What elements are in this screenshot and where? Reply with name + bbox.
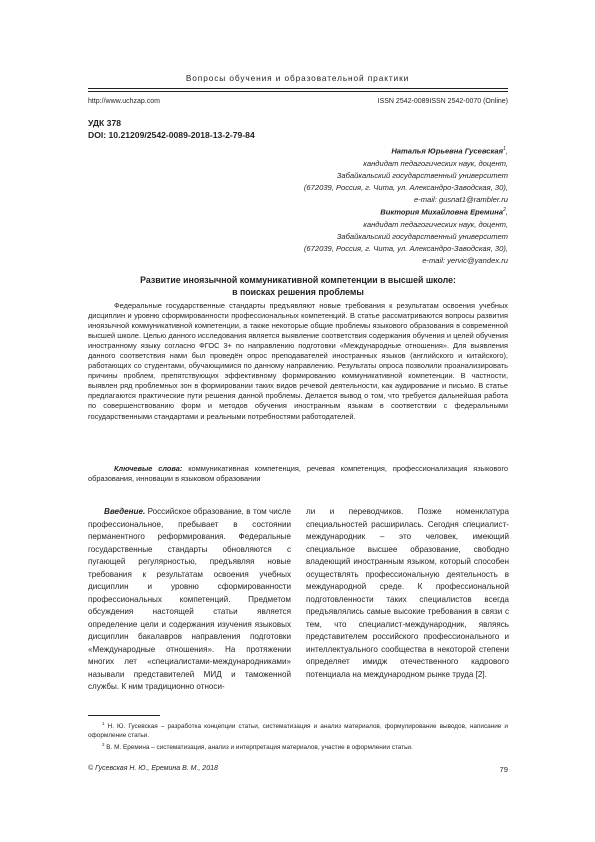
footnote-rule <box>88 715 160 716</box>
keywords <box>88 464 508 484</box>
author-mark: 1 <box>503 146 506 152</box>
author-address: (672039, Россия, г. Чита, ул. Александро-Заводская, 30), <box>303 243 508 253</box>
author-position: кандидат педагогических наук, доцент, <box>363 158 508 168</box>
author-email[interactable]: e-mail: yervic@yandex.ru <box>422 255 508 265</box>
author-block-1: Наталья Юрьевна Гусевская$^1$, кандидат педагогических наук, доцент, Забайкальский государственный университет (672039, Россия, г. Чита, ул. Александро-Заводская, 30), e-mail: gusnat1@rambler.ru <box>304 143 508 206</box>
keywords-label: Ключевые слова: <box>114 464 183 473</box>
header-rule-thick <box>88 88 508 89</box>
author-name: Виктория Михайловна Еремина <box>380 207 504 217</box>
udk: УДК 378 <box>88 118 122 128</box>
footnote-text: Н. Ю. Гусевская – разработка концепции статьи, систематизация и анализ материалов, формулирование выводов, написание и оформление статьи. <box>88 723 508 740</box>
keywords-text: коммуникативная компетенция, речевая компетенция, профессионализация языкового образования, инновации в языковом образовании <box>88 464 508 484</box>
journal-title: Вопросы обучения и образовательной практики <box>185 73 410 83</box>
udk-doi-block <box>88 117 255 141</box>
body-text-left: Российское образование, в том числе профессиональное, пребывает в состоянии перманентного реформирования. Федеральные государственные стандарты обновляются с пугающей регулярностью, предъявляя новые требования к результатам освоения учебных дисциплин и уровню сформированности профессиональных компетенций. Предметом обсуждения настоящей статьи является определение цели и содержания изучения языковых дисциплин бакалавров направления подготовки «Международные отношения». На протяжении многих лет «специалистами-международниками» называли представителей МИД и таможенной службы. К ним традиционно относи- <box>88 507 291 691</box>
issn: ISSN 2542-0089ISSN 2542-0070 (Online) <box>377 98 508 105</box>
author-position: кандидат педагогических наук, доцент, <box>363 219 508 229</box>
footnote-mark: 2 <box>102 742 105 747</box>
journal-url[interactable]: http://www.uchzap.com <box>88 98 160 105</box>
author-affiliation: Забайкальский государственный университет <box>336 231 508 241</box>
article-title <box>88 275 508 298</box>
copyright: © Гусевская Н. Ю., Еремина В. М., 2018 <box>88 765 218 772</box>
author-email[interactable]: e-mail: gusnat1@rambler.ru <box>414 194 508 204</box>
author-address: (672039, Россия, г. Чита, ул. Александро-Заводская, 30), <box>303 182 508 192</box>
header-rule-thin <box>88 91 508 92</box>
abstract: Федеральные государственные стандарты предъявляют новые требования к результатам освоения учебных дисциплин и уровню сформированности профессиональных компетенций. В статье рассматриваются вопросы развития иноязычной коммуникативной компетенции, а также некоторые общие проблемы языкового образования в современной высшей школе. Целью данного исследования является выявление соответствия содержания обучения и целей обучения иностранному языку согласно ФГОС 3+ по направлению подготовки «Международные отношения». Для выявления данного соответствия нами был проведён опрос преподавателей иностранных языков (английского и китайского), работающих со студентами, обучающимися по данному направлению. Результаты опроса позволили проанализировать причины проблем, препятствующих эффективному формированию коммуникативной компетенции. В частности, выявлен ряд проблемных зон в формировании таких видов речевой деятельности, как аудирование и письмо. В статье предлагаются практические пути решения данной проблемы. Делается вывод о том, что требуется дальнейшая работа по совершенствованию форм и методов обучения иностранным языкам в соответствии с федеральными государственными стандартами и реальными потребностями работодателей. <box>88 301 508 421</box>
author-name: Наталья Юрьевна Гусевская <box>391 146 504 156</box>
footnote-1 <box>88 720 508 741</box>
body-column-right: ли и переводчиков. Позже номенклатура специальностей расширилась. Сегодня специалист-международник – это человек, имеющий специальное высшее образование, свободно владеющий иностранным языком, который способен осуществлять профессиональную деятельность в международной среде. К профессиональной подготовленности таких специалистов всегда предъявлялись самые высокие требования в связи с тем, что специалист-международник, являясь представителем российского профессионального и интеллектуального сообщества в некоторой степени определяет имидж отечественного кадрового потенциала на международном рынке труда [2]. <box>306 507 509 679</box>
footnote-mark: 1 <box>102 721 105 726</box>
article-title-line-2: в поисках решения проблемы <box>232 286 364 297</box>
author-mark: 2 <box>503 207 506 213</box>
introduction-heading: Введение. <box>104 507 146 516</box>
body-column-left <box>88 506 291 694</box>
article-title-line-1: Развитие иноязычной коммуникативной компетенции в высшей школе: <box>140 275 456 285</box>
page-number: 79 <box>499 765 508 774</box>
footnote-2 <box>88 741 508 753</box>
author-affiliation: Забайкальский государственный университет <box>336 170 508 180</box>
footnote-text: В. М. Еремина – систематизация, анализ и интерпретация материалов, участие в оформлении статьи. <box>104 744 413 752</box>
doi: DOI: 10.21209/2542-0089-2018-13-2-79-84 <box>88 130 255 140</box>
author-block-2: Виктория Михайловна Еремина$^2$, кандидат педагогических наук, доцент, Забайкальский государственный университет (672039, Россия, г. Чита, ул. Александро-Заводская, 30), e-mail: yervic@yandex.ru <box>304 204 508 267</box>
